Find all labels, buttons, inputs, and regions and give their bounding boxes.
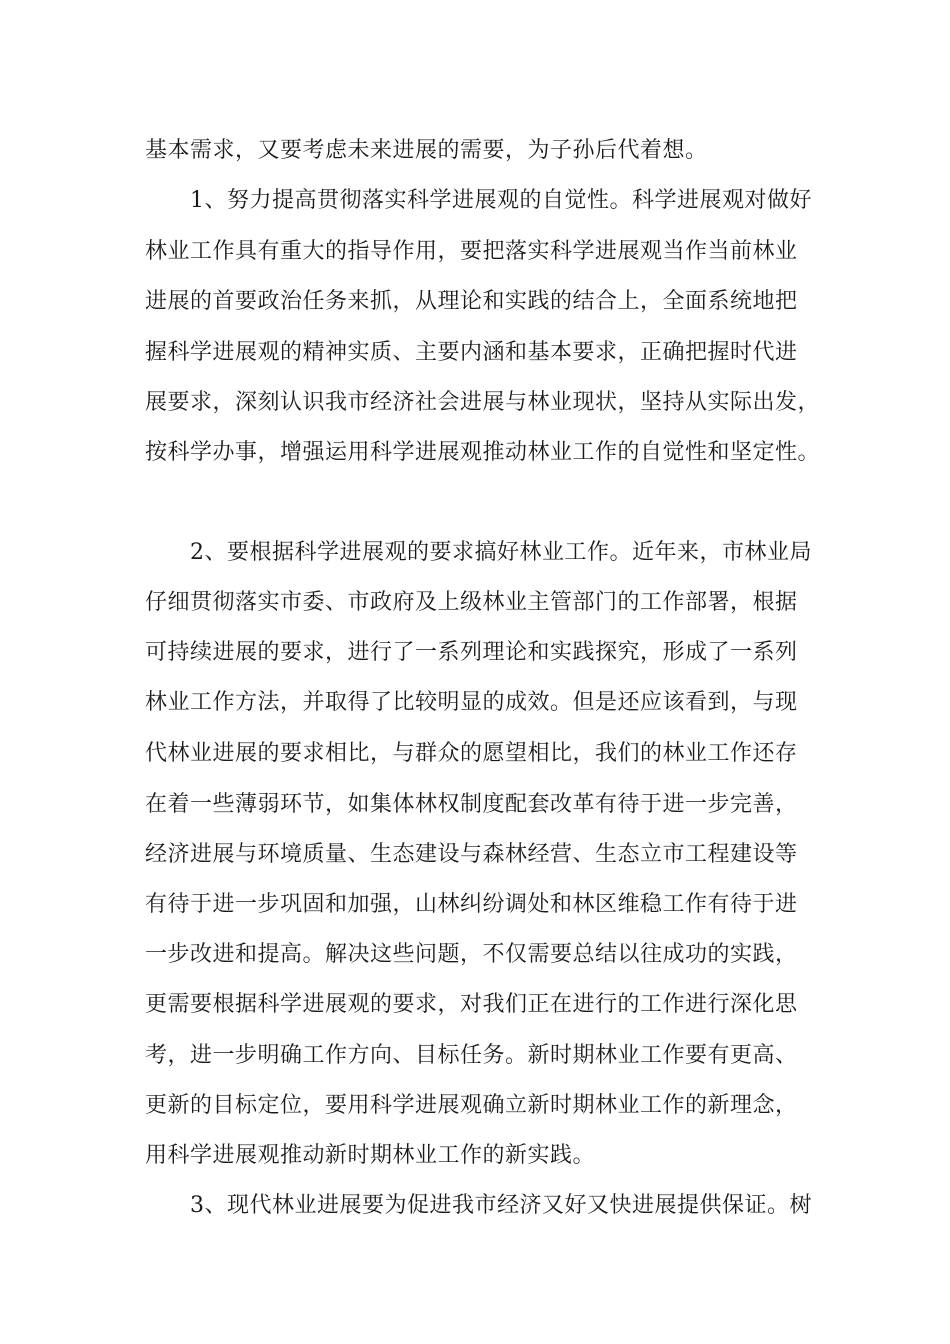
paragraph-2-heading-line: 2、要根据科学进展观的要求搞好林业工作。近年来，市林业局 <box>190 540 812 565</box>
text-line: 有待于进一步巩固和加强，山林纠纷调处和林区维稳工作有待于进 <box>145 892 798 917</box>
text-line: 更新的目标定位，要用科学进展观确立新时期林业工作的新理念， <box>145 1093 798 1118</box>
text-line: 展要求，深刻认识我市经济社会进展与林业现状，坚持从实际出发， <box>145 390 821 415</box>
text-line: 在着一些薄弱环节，如集体林权制度配套改革有待于进一步完善， <box>145 792 798 817</box>
text-line: 林业工作方法，并取得了比较明显的成效。但是还应该看到，与现 <box>145 690 798 715</box>
text-line: 进展的首要政治任务来抓，从理论和实践的结合上，全面系统地把 <box>145 289 798 314</box>
paragraph-3-heading-line: 3、现代林业进展要为促进我市经济又好又快进展提供保证。树 <box>190 1193 812 1218</box>
text-line: 林业工作具有重大的指导作用，要把落实科学进展观当作当前林业 <box>145 239 798 264</box>
text-line: 考，进一步明确工作方向、目标任务。新时期林业工作要有更高、 <box>145 1043 798 1068</box>
text-line: 按科学办事，增强运用科学进展观推动林业工作的自觉性和坚定性。 <box>145 440 821 465</box>
text-line: 一步改进和提高。解决这些问题，不仅需要总结以往成功的实践， <box>145 942 798 967</box>
text-line: 仔细贯彻落实市委、市政府及上级林业主管部门的工作部署，根据 <box>145 590 798 615</box>
text-line: 基本需求，又要考虑未来进展的需要，为子孙后代着想。 <box>145 138 708 163</box>
paragraph-1-heading-line: 1、努力提高贯彻落实科学进展观的自觉性。科学进展观对做好 <box>190 188 812 213</box>
text-line: 可持续进展的要求，进行了一系列理论和实践探究，形成了一系列 <box>145 640 798 665</box>
text-line: 代林业进展的要求相比，与群众的愿望相比，我们的林业工作还存 <box>145 741 798 766</box>
text-line: 经济进展与环境质量、生态建设与森林经营、生态立市工程建设等 <box>145 842 798 867</box>
text-line: 用科学进展观推动新时期林业工作的新实践。 <box>145 1143 596 1168</box>
text-line: 更需要根据科学进展观的要求，对我们正在进行的工作进行深化思 <box>145 992 798 1017</box>
text-line: 握科学进展观的精神实质、主要内涵和基本要求，正确把握时代进 <box>145 340 798 365</box>
